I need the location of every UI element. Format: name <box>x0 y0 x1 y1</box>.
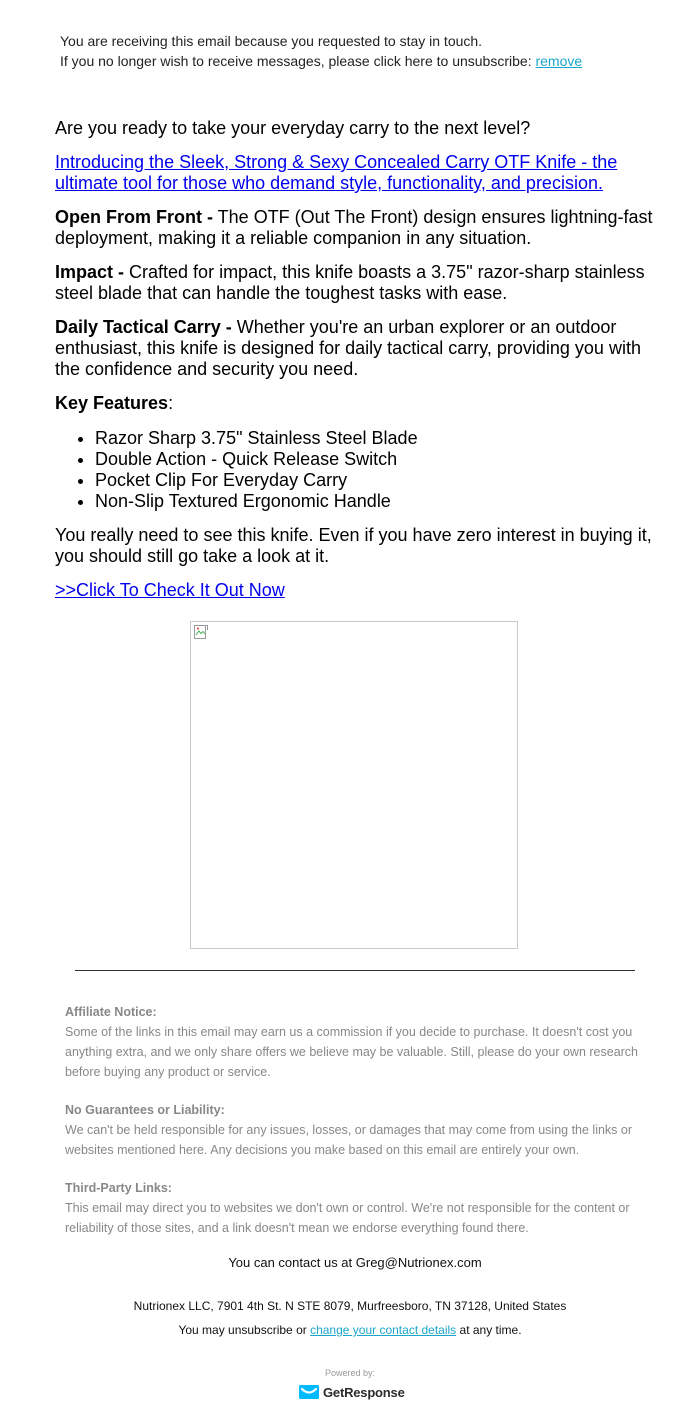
unsub-suffix: at any time. <box>459 1323 522 1337</box>
section-title: Daily Tactical Carry - <box>55 317 232 337</box>
liability-text: We can't be held responsible for any issues, losses, or damages that may come from using the links or websites mentioned here. Any decisions you make based on this email are entirely your own. <box>65 1123 633 1157</box>
liability-notice <box>65 1100 645 1160</box>
third-party-text: This email may direct you to websites we don't own or control. We're not responsible for the content or reliability of those sites, and a link doesn't mean we endorse everything found there. <box>65 1201 630 1235</box>
affiliate-notice <box>65 1002 645 1082</box>
section-title: Open From Front - <box>55 207 213 227</box>
getresponse-logo[interactable] <box>299 1383 405 1401</box>
section-text: The OTF (Out The Front) design ensures lightning-fast deployment, making it a reliable companion in any situation. <box>55 207 653 248</box>
top-notice-line-2-text: If you no longer wish to receive messages, please click here to unsubscribe: <box>60 53 532 69</box>
unsub-prefix: You may unsubscribe or <box>178 1323 307 1337</box>
third-party-notice <box>65 1178 645 1238</box>
closing-text: You really need to see this knife. Even if you have zero interest in buying it, you should still go take a look at it. <box>55 525 652 566</box>
list-item: • Pocket Clip For Everyday Carry <box>95 470 660 491</box>
powered-by-label: Powered by: <box>324 1368 376 1378</box>
third-party-title: Third-Party Links: <box>65 1181 172 1195</box>
intro-product-link[interactable]: Introducing the Sleek, Strong & Sexy Concealed Carry OTF Knife - the ultimate tool for those who demand style, functionality, and precision. <box>55 152 618 193</box>
section-text: Crafted for impact, this knife boasts a 3.75" razor-sharp stainless steel blade that can handle the toughest tasks with ease. <box>55 262 645 303</box>
change-contact-details-link[interactable]: change your contact details <box>310 1323 457 1337</box>
intro-question: Are you ready to take your everyday carry to the next level? <box>55 118 531 138</box>
section-impact <box>55 262 660 304</box>
key-features-heading <box>55 393 660 414</box>
list-item: • Non-Slip Textured Ergonomic Handle <box>95 491 660 512</box>
features-list <box>55 428 660 512</box>
section-text: Whether you're an urban explorer or an outdoor enthusiast, this knife is designed for daily tactical carry, providing you with the confidence and security you need. <box>55 317 641 379</box>
cta-link[interactable]: >>Click To Check It Out Now <box>55 580 285 600</box>
divider <box>75 970 635 971</box>
getresponse-logo-icon <box>299 1385 319 1399</box>
contact-line: You can contact us at Greg@Nutrionex.com <box>228 1255 482 1270</box>
company-address: Nutrionex LLC, 7901 4th St. N STE 8079, Murfreesboro, TN 37128, United States <box>133 1299 567 1313</box>
top-notice <box>60 31 680 71</box>
section-open-from-front <box>55 207 660 249</box>
remove-link[interactable]: remove <box>535 53 583 69</box>
top-notice-line-1: You are receiving this email because you requested to stay in touch. <box>60 33 483 49</box>
getresponse-brand-name: GetResponse <box>323 1384 405 1400</box>
product-image[interactable] <box>190 621 518 949</box>
list-item: • Razor Sharp 3.75" Stainless Steel Blade <box>95 428 660 449</box>
section-title: Impact - <box>55 262 125 282</box>
section-daily-tactical-carry <box>55 317 660 380</box>
unsubscribe-line <box>0 1323 700 1337</box>
key-features-title: Key Features <box>55 393 169 413</box>
broken-image-icon <box>193 624 209 640</box>
email-body <box>55 118 660 614</box>
top-notice-line-2 <box>60 51 680 71</box>
key-features-colon: : <box>168 393 174 413</box>
affiliate-title: Affiliate Notice: <box>65 1005 157 1019</box>
affiliate-text: Some of the links in this email may earn us a commission if you decide to purchase. It doesn't cost you anything extra, and we only share offers we believe may be valuable. Still, please do your own research before buying any product or service. <box>65 1025 639 1079</box>
liability-title: No Guarantees or Liability: <box>65 1103 225 1117</box>
list-item: • Double Action - Quick Release Switch <box>95 449 660 470</box>
